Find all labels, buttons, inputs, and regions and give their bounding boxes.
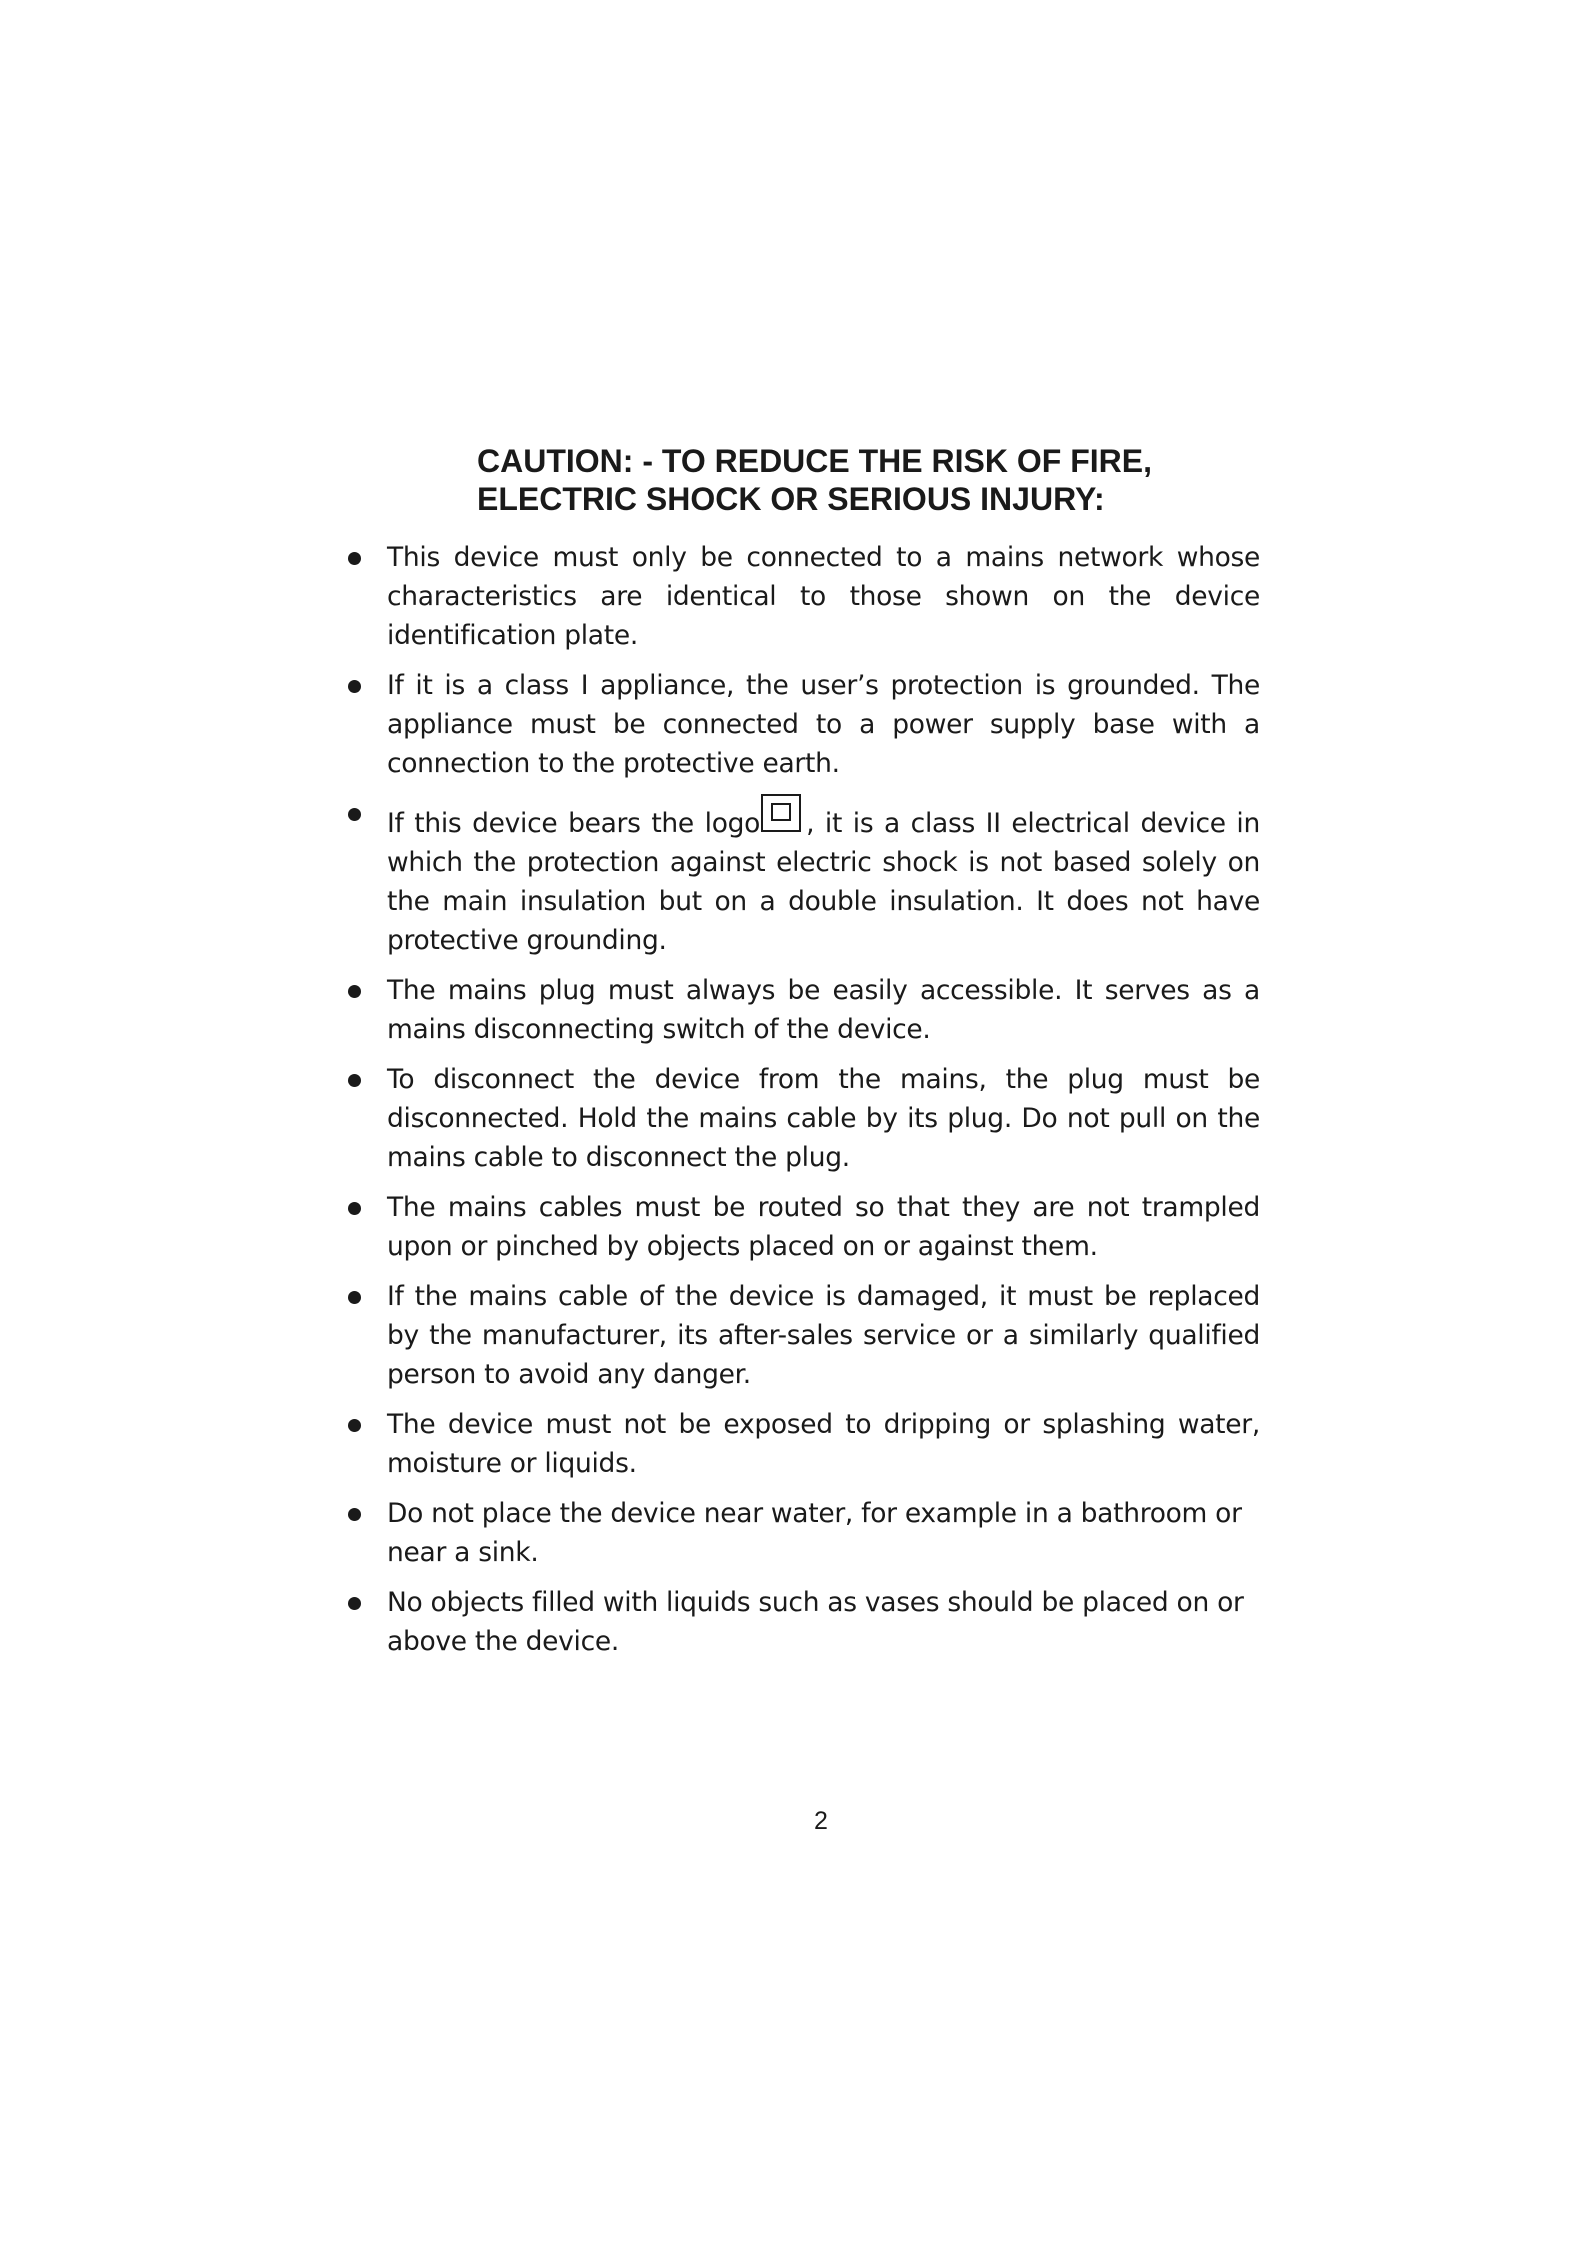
list-item-text: If it is a class I appliance, the user’s protection is grounded. The appliance must be connected to a power supply base with a connection to the protective earth.	[387, 670, 1260, 779]
list-item-text: The mains cables must be routed so that they are not trampled upon or pinched by objects placed on or against them.	[387, 1192, 1260, 1262]
list-item-text-after-logo: , it is a class II electrical device in which the protection against electric shock is not based solely on the main insulation but on a double insulation. It does not have protective grounding.	[387, 808, 1260, 956]
list-item-text: No objects filled with liquids such as vases should be placed on or above the device.	[387, 1587, 1244, 1657]
list-item-text-before-logo: If this device bears the logo	[387, 808, 761, 839]
list-item-text: To disconnect the device from the mains, the plug must be disconnected. Hold the mains cable by its plug. Do not pull on the mains cable to disconnect the plug.	[387, 1064, 1260, 1173]
bullet-dot-icon	[348, 1508, 361, 1521]
double-insulation-square-icon	[761, 794, 805, 834]
list-item-class-1-appliance	[344, 666, 1260, 783]
list-item-text	[387, 794, 1260, 960]
safety-instructions-list	[344, 538, 1260, 1672]
bullet-dot-icon	[348, 1597, 361, 1610]
list-item-text: If the mains cable of the device is damaged, it must be replaced by the manufacturer, its after-sales service or a similarly qualified person to avoid any danger.	[387, 1281, 1260, 1390]
bullet-dot-icon	[348, 680, 361, 693]
caution-heading-line-1: CAUTION: - TO REDUCE THE RISK OF FIRE,	[477, 443, 1152, 479]
list-item-liquid-objects	[344, 1583, 1260, 1661]
list-item-mains-plug-accessible	[344, 971, 1260, 1049]
list-item-text: This device must only be connected to a mains network whose characteristics are identical to those shown on the device identification plate.	[387, 542, 1260, 651]
bullet-dot-icon	[348, 552, 361, 565]
bullet-dot-icon	[348, 1202, 361, 1215]
page-number: 2	[814, 1807, 828, 1835]
list-item-disconnect-device	[344, 1060, 1260, 1177]
caution-heading-line-2: ELECTRIC SHOCK OR SERIOUS INJURY:	[477, 481, 1105, 517]
bullet-dot-icon	[348, 808, 361, 821]
list-item-near-water	[344, 1494, 1260, 1572]
list-item-class-2-device	[344, 794, 1260, 960]
list-item-text: The device must not be exposed to dripping or splashing water, moisture or liquids.	[387, 1409, 1260, 1479]
list-item-damaged-cable	[344, 1277, 1260, 1394]
list-item-water-exposure	[344, 1405, 1260, 1483]
list-item-mains-network	[344, 538, 1260, 655]
list-item-text: Do not place the device near water, for example in a bathroom or near a sink.	[387, 1498, 1242, 1568]
caution-heading	[477, 442, 1377, 518]
bullet-dot-icon	[348, 1419, 361, 1432]
bullet-dot-icon	[348, 1074, 361, 1087]
bullet-dot-icon	[348, 1291, 361, 1304]
list-item-text: The mains plug must always be easily accessible. It serves as a mains disconnecting switch of the device.	[387, 975, 1260, 1045]
bullet-dot-icon	[348, 985, 361, 998]
list-item-cable-routing	[344, 1188, 1260, 1266]
